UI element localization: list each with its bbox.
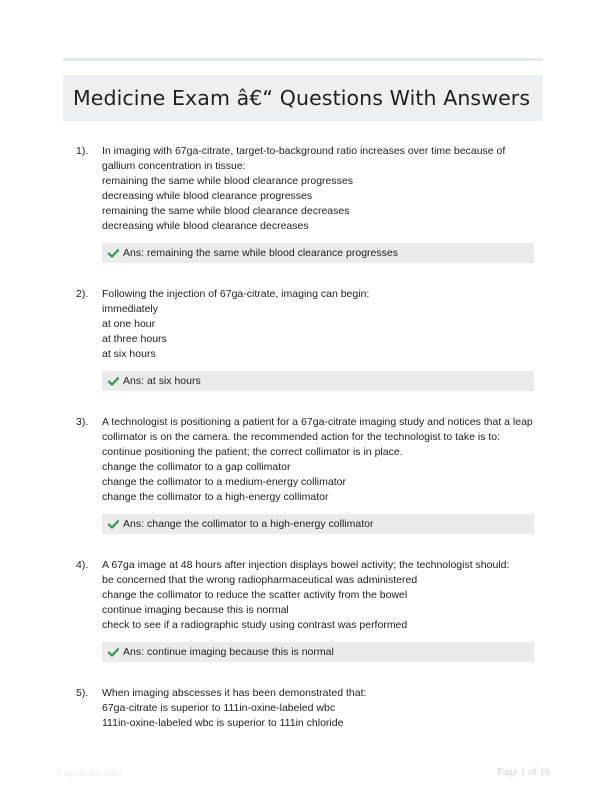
- answer-option: 111in-oxine-labeled wbc is superior to 111in chloride: [102, 717, 344, 729]
- question-number: 3).: [76, 416, 89, 428]
- question-number: 1).: [76, 145, 89, 157]
- question-header: [76, 287, 538, 362]
- question-item: [76, 144, 538, 263]
- check-icon: [108, 377, 119, 386]
- question-text: A 67ga image at 48 hours after injection displays bowel activity; the technologist should:: [102, 559, 510, 571]
- answer-box: [102, 642, 534, 662]
- question-body: [102, 144, 538, 234]
- answer-prefix: Ans:: [123, 247, 145, 259]
- answer-option: 67ga-citrate is superior to 111in-oxine-labeled wbc: [102, 702, 336, 714]
- question-body: [102, 686, 538, 731]
- question-number: 5).: [76, 687, 89, 699]
- question-list: [76, 144, 538, 755]
- answer-option: decreasing while blood clearance decreases: [102, 220, 309, 232]
- question-text: A technologist is positioning a patient for a 67ga-citrate imaging study and notices that a leap collimator is on the camera. the recommended action for the technologist to take is to:: [102, 416, 533, 443]
- answer-prefix: Ans:: [123, 375, 145, 387]
- page-number: Page 1 of 16: [497, 767, 550, 778]
- question-header: [76, 558, 538, 633]
- question-item: [76, 558, 538, 662]
- answer-option: decreasing while blood clearance progresses: [102, 190, 313, 202]
- question-text: Following the injection of 67ga-citrate, imaging can begin:: [102, 288, 370, 300]
- answer-option: change the collimator to a high-energy collimator: [102, 491, 329, 503]
- answer-option: at six hours: [102, 348, 156, 360]
- question-header: [76, 686, 538, 731]
- answer-box: [102, 371, 534, 391]
- answer-text: [123, 375, 201, 387]
- answer-box: [102, 243, 534, 263]
- question-number: 4).: [76, 559, 89, 571]
- answer-value: change the collimator to a high-energy collimator: [147, 518, 374, 530]
- answer-option: continue positioning the patient; the correct collimator is in place.: [102, 446, 403, 458]
- answer-option: at three hours: [102, 333, 167, 345]
- answer-text: [123, 518, 373, 530]
- answer-value: continue imaging because this is normal: [147, 646, 334, 658]
- page-title: Medicine Exam â€“ Questions With Answers: [73, 86, 531, 110]
- answer-value: remaining the same while blood clearance progresses: [147, 247, 398, 259]
- question-header: [76, 415, 538, 505]
- check-icon: [108, 249, 119, 258]
- answer-option: continue imaging because this is normal: [102, 604, 289, 616]
- question-text: When imaging abscesses it has been demonstrated that:: [102, 687, 367, 699]
- answer-option: change the collimator to a medium-energy collimator: [102, 476, 346, 488]
- answer-prefix: Ans:: [123, 646, 145, 658]
- question-body: [102, 415, 538, 505]
- answer-option: remaining the same while blood clearance decreases: [102, 205, 350, 217]
- answer-option: be concerned that the wrong radiopharmaceutical was administered: [102, 574, 418, 586]
- check-icon: [108, 648, 119, 657]
- question-item: [76, 287, 538, 391]
- answer-option: immediately: [102, 303, 159, 315]
- question-number: 2).: [76, 288, 89, 300]
- question-body: [102, 558, 538, 633]
- question-item: [76, 686, 538, 731]
- answer-text: [123, 646, 334, 658]
- footer-site: Papertribe.com: [57, 768, 122, 779]
- answer-option: at one hour: [102, 318, 156, 330]
- question-body: [102, 287, 538, 362]
- answer-box: [102, 514, 534, 534]
- title-banner: [63, 75, 543, 121]
- answer-prefix: Ans:: [123, 518, 145, 530]
- top-divider: [63, 58, 543, 61]
- check-icon: [108, 520, 119, 529]
- answer-text: [123, 247, 398, 259]
- question-text: In imaging with 67ga-citrate, target-to-background ratio increases over time because of gallium concentration in tissue:: [102, 145, 506, 172]
- answer-option: change the collimator to reduce the scatter activity from the bowel: [102, 589, 408, 601]
- answer-option: remaining the same while blood clearance progresses: [102, 175, 353, 187]
- answer-option: change the collimator to a gap collimator: [102, 461, 291, 473]
- question-header: [76, 144, 538, 234]
- answer-value: at six hours: [147, 375, 201, 387]
- answer-option: check to see if a radiographic study using contrast was performed: [102, 619, 408, 631]
- question-item: [76, 415, 538, 534]
